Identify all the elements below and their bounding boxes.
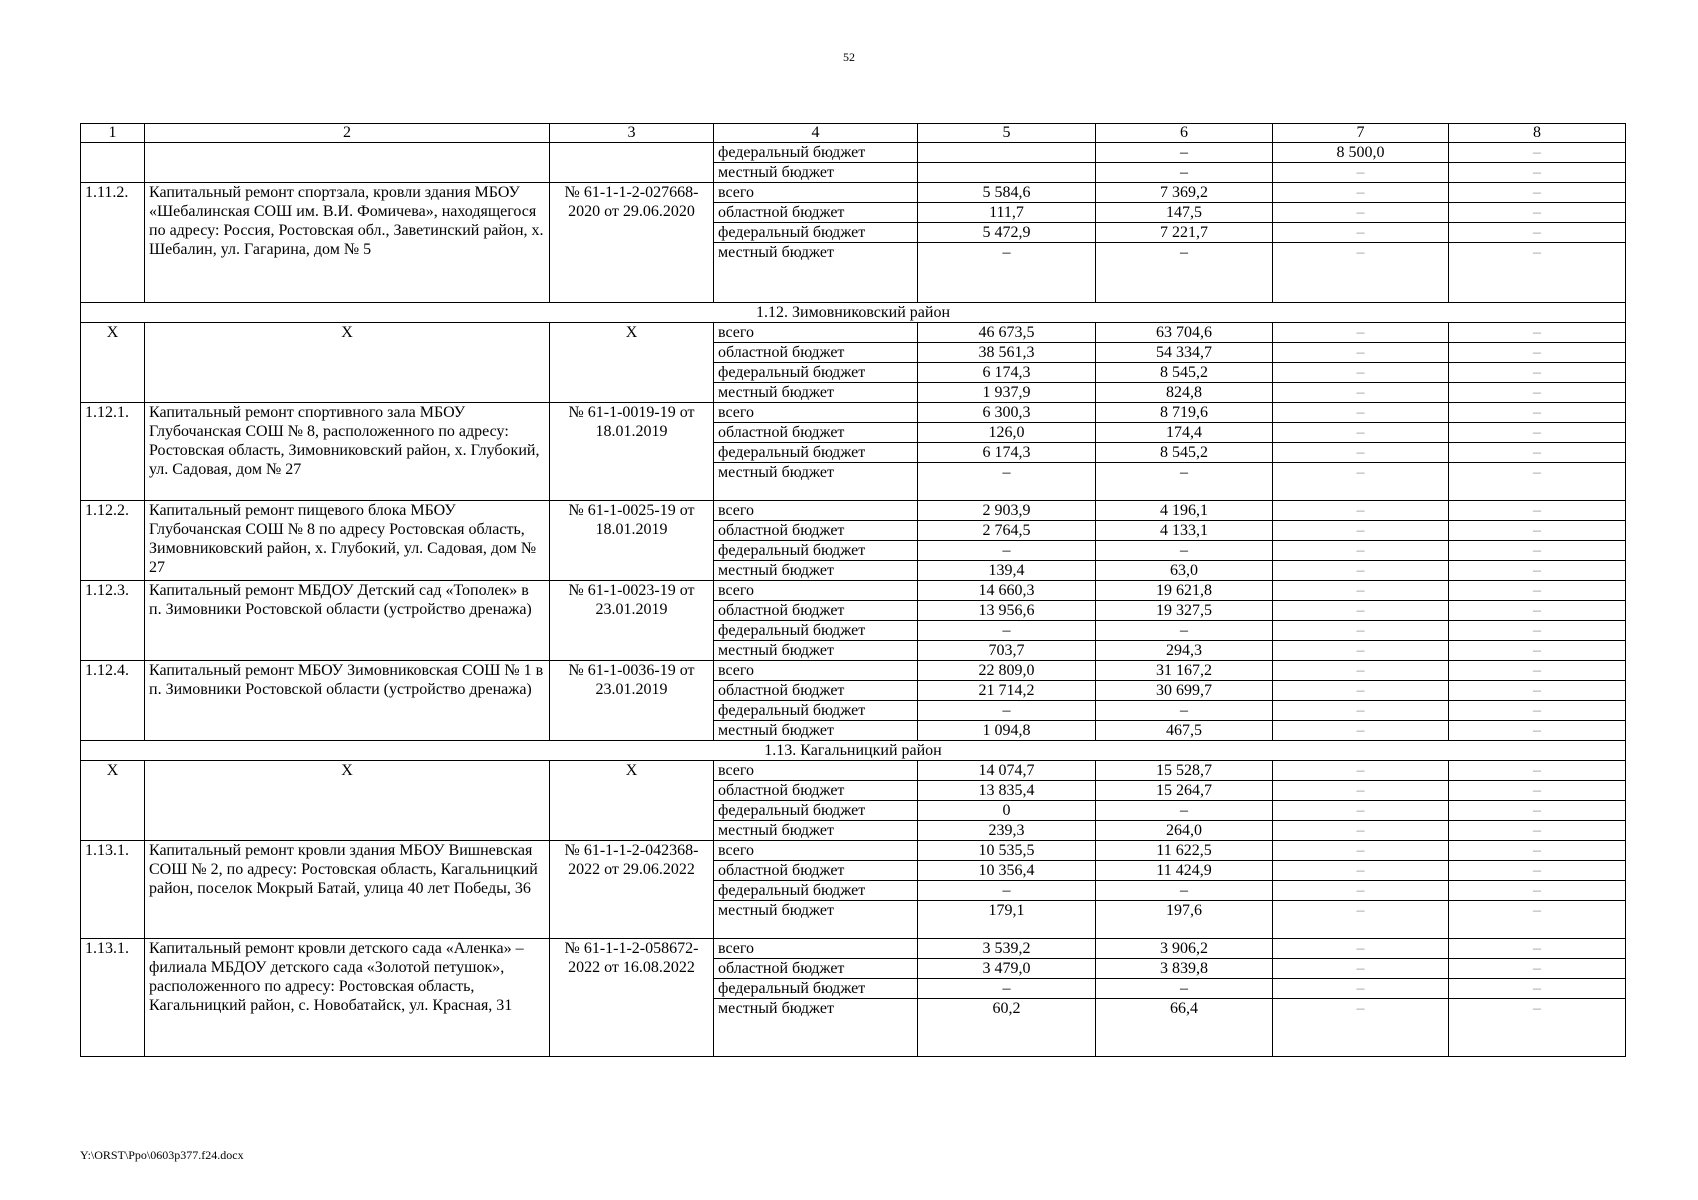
page-number: 52 xyxy=(843,50,855,64)
value-cell: 147,5 xyxy=(1096,203,1273,223)
table-row xyxy=(81,939,1626,959)
x-marker: X xyxy=(81,761,145,841)
budget-label-cell: областной бюджет xyxy=(714,203,918,223)
value-cell: 30 699,7 xyxy=(1096,681,1273,701)
value-cell: 4 196,1 xyxy=(1096,501,1273,521)
value-cell: – xyxy=(918,881,1096,901)
item-document: № 61-1-0036-19 от 23.01.2019 xyxy=(550,661,714,741)
value-cell: 13 956,6 xyxy=(918,601,1096,621)
value-cell: – xyxy=(1449,423,1626,443)
value-cell: – xyxy=(1449,383,1626,403)
footer-file-path: Y:\ORST\Ppo\0603p377.f24.docx xyxy=(80,1148,244,1162)
value-cell: 703,7 xyxy=(918,641,1096,661)
item-document: № 61-1-1-2-027668-2020 от 29.06.2020 xyxy=(550,183,714,303)
value-cell: – xyxy=(1273,881,1449,901)
value-cell: – xyxy=(1449,801,1626,821)
value-cell: 294,3 xyxy=(1096,641,1273,661)
value-cell: – xyxy=(1273,861,1449,881)
value-cell: – xyxy=(1273,243,1449,303)
value-cell: 15 528,7 xyxy=(1096,761,1273,781)
value-cell: 63 704,6 xyxy=(1096,323,1273,343)
value-cell: 38 561,3 xyxy=(918,343,1096,363)
value-cell: 179,1 xyxy=(918,901,1096,939)
value-cell: – xyxy=(1273,183,1449,203)
value-cell: – xyxy=(918,243,1096,303)
value-cell: – xyxy=(1449,841,1626,861)
value-cell: 3 906,2 xyxy=(1096,939,1273,959)
budget-label-cell: федеральный бюджет xyxy=(714,801,918,821)
budget-label-cell: всего xyxy=(714,661,918,681)
budget-label-cell: федеральный бюджет xyxy=(714,979,918,999)
value-cell: – xyxy=(1273,939,1449,959)
value-cell: 197,6 xyxy=(1096,901,1273,939)
value-cell: – xyxy=(1273,959,1449,979)
value-cell: – xyxy=(1096,979,1273,999)
value-cell: – xyxy=(1273,203,1449,223)
budget-label-cell: всего xyxy=(714,939,918,959)
value-cell: 264,0 xyxy=(1096,821,1273,841)
value-cell: 5 472,9 xyxy=(918,223,1096,243)
value-cell: – xyxy=(1449,821,1626,841)
value-cell: – xyxy=(1449,203,1626,223)
table-row xyxy=(81,661,1626,681)
budget-label-cell: федеральный бюджет xyxy=(714,621,918,641)
header-cell: 8 xyxy=(1449,124,1626,143)
value-cell xyxy=(918,163,1096,183)
value-cell: – xyxy=(1273,443,1449,463)
budget-label-cell: всего xyxy=(714,841,918,861)
budget-label-cell: федеральный бюджет xyxy=(714,143,918,163)
budget-label-cell: областной бюджет xyxy=(714,681,918,701)
table-row xyxy=(81,581,1626,601)
budget-label-cell: всего xyxy=(714,403,918,423)
item-description: Капитальный ремонт МБОУ Зимовниковская СОШ № 1 в п. Зимовники Ростовской области (устройство дренажа) xyxy=(145,661,550,741)
value-cell: – xyxy=(1273,363,1449,383)
item-description: Капитальный ремонт кровли детского сада «Аленка» – филиала МБДОУ детского сада «Золотой петушок», расположенного по адресу: Ростовская область, Кагальницкий район, с. Новобатайск, ул. Красная, 31 xyxy=(145,939,550,1057)
value-cell: – xyxy=(1273,621,1449,641)
value-cell: – xyxy=(1449,323,1626,343)
value-cell: – xyxy=(1449,343,1626,363)
budget-label-cell: местный бюджет xyxy=(714,901,918,939)
value-cell: 824,8 xyxy=(1096,383,1273,403)
budget-label-cell: областной бюджет xyxy=(714,861,918,881)
value-cell: – xyxy=(1096,801,1273,821)
item-number: 1.12.2. xyxy=(81,501,145,581)
value-cell: 66,4 xyxy=(1096,999,1273,1057)
table-row xyxy=(81,761,1626,781)
value-cell: 7 369,2 xyxy=(1096,183,1273,203)
value-cell: – xyxy=(1449,521,1626,541)
header-cell: 2 xyxy=(145,124,550,143)
value-cell: – xyxy=(1096,881,1273,901)
value-cell: – xyxy=(1273,781,1449,801)
value-cell: 31 167,2 xyxy=(1096,661,1273,681)
table-row xyxy=(81,841,1626,861)
budget-label-cell: местный бюджет xyxy=(714,383,918,403)
value-cell: – xyxy=(1273,501,1449,521)
header-cell: 6 xyxy=(1096,124,1273,143)
value-cell: 1 937,9 xyxy=(918,383,1096,403)
value-cell: 2 903,9 xyxy=(918,501,1096,521)
table-row xyxy=(81,501,1626,521)
value-cell: – xyxy=(1449,243,1626,303)
value-cell: 10 535,5 xyxy=(918,841,1096,861)
budget-label-cell: областной бюджет xyxy=(714,343,918,363)
value-cell: – xyxy=(1449,561,1626,581)
value-cell: 4 133,1 xyxy=(1096,521,1273,541)
value-cell: – xyxy=(1273,163,1449,183)
value-cell: – xyxy=(1273,701,1449,721)
value-cell: 11 424,9 xyxy=(1096,861,1273,881)
empty-cell xyxy=(550,143,714,183)
value-cell: – xyxy=(1273,541,1449,561)
budget-label-cell: федеральный бюджет xyxy=(714,541,918,561)
value-cell: – xyxy=(1273,403,1449,423)
value-cell: 3 539,2 xyxy=(918,939,1096,959)
value-cell: 11 622,5 xyxy=(1096,841,1273,861)
value-cell: – xyxy=(1273,841,1449,861)
empty-cell xyxy=(145,143,550,183)
item-document: № 61-1-0019-19 от 18.01.2019 xyxy=(550,403,714,501)
value-cell: 3 839,8 xyxy=(1096,959,1273,979)
item-description: Капитальный ремонт пищевого блока МБОУ Глубочанская СОШ № 8 по адресу Ростовская область, Зимовниковский район, х. Глубокий, ул. Садовая, дом № 27 xyxy=(145,501,550,581)
value-cell: 6 174,3 xyxy=(918,443,1096,463)
budget-label-cell: областной бюджет xyxy=(714,781,918,801)
header-cell: 1 xyxy=(81,124,145,143)
value-cell: – xyxy=(1449,959,1626,979)
budget-label-cell: местный бюджет xyxy=(714,463,918,501)
value-cell: – xyxy=(1449,661,1626,681)
value-cell: – xyxy=(918,463,1096,501)
item-number: 1.12.1. xyxy=(81,403,145,501)
x-marker: X xyxy=(145,761,550,841)
value-cell: – xyxy=(1273,223,1449,243)
value-cell: – xyxy=(1449,861,1626,881)
table-row xyxy=(81,183,1626,203)
header-cell: 3 xyxy=(550,124,714,143)
value-cell: 5 584,6 xyxy=(918,183,1096,203)
value-cell: – xyxy=(1449,363,1626,383)
value-cell: – xyxy=(1273,901,1449,939)
value-cell: – xyxy=(1449,403,1626,423)
value-cell: 54 334,7 xyxy=(1096,343,1273,363)
value-cell: – xyxy=(1273,641,1449,661)
value-cell: – xyxy=(1273,521,1449,541)
value-cell: – xyxy=(1449,781,1626,801)
budget-label-cell: федеральный бюджет xyxy=(714,443,918,463)
value-cell: – xyxy=(1096,243,1273,303)
value-cell: – xyxy=(1273,681,1449,701)
value-cell: – xyxy=(1449,143,1626,163)
value-cell: – xyxy=(1273,801,1449,821)
value-cell: – xyxy=(1096,701,1273,721)
budget-label-cell: федеральный бюджет xyxy=(714,223,918,243)
x-marker: X xyxy=(550,323,714,403)
value-cell: 14 074,7 xyxy=(918,761,1096,781)
value-cell: – xyxy=(1096,541,1273,561)
value-cell: 8 500,0 xyxy=(1273,143,1449,163)
value-cell: 22 809,0 xyxy=(918,661,1096,681)
budget-label-cell: всего xyxy=(714,183,918,203)
value-cell: 174,4 xyxy=(1096,423,1273,443)
x-marker: X xyxy=(145,323,550,403)
section-title-row xyxy=(81,303,1626,323)
value-cell: – xyxy=(1449,999,1626,1057)
budget-label-cell: областной бюджет xyxy=(714,521,918,541)
value-cell: – xyxy=(1449,601,1626,621)
value-cell: 63,0 xyxy=(1096,561,1273,581)
value-cell: – xyxy=(1449,979,1626,999)
value-cell: 19 327,5 xyxy=(1096,601,1273,621)
item-document: № 61-1-1-2-058672-2022 от 16.08.2022 xyxy=(550,939,714,1057)
budget-label-cell: областной бюджет xyxy=(714,423,918,443)
value-cell: 111,7 xyxy=(918,203,1096,223)
value-cell: – xyxy=(918,701,1096,721)
value-cell: 467,5 xyxy=(1096,721,1273,741)
value-cell: – xyxy=(1449,163,1626,183)
value-cell: 2 764,5 xyxy=(918,521,1096,541)
value-cell: – xyxy=(1273,463,1449,501)
value-cell: – xyxy=(1273,661,1449,681)
value-cell: – xyxy=(1449,581,1626,601)
empty-cell xyxy=(81,143,145,183)
budget-label-cell: федеральный бюджет xyxy=(714,701,918,721)
value-cell: – xyxy=(918,621,1096,641)
value-cell: 10 356,4 xyxy=(918,861,1096,881)
budget-label-cell: областной бюджет xyxy=(714,959,918,979)
value-cell: – xyxy=(1273,323,1449,343)
budget-label-cell: местный бюджет xyxy=(714,721,918,741)
value-cell: – xyxy=(1273,423,1449,443)
value-cell: – xyxy=(1449,721,1626,741)
value-cell: – xyxy=(1273,383,1449,403)
value-cell: 8 545,2 xyxy=(1096,443,1273,463)
value-cell: – xyxy=(918,979,1096,999)
value-cell: – xyxy=(1449,901,1626,939)
value-cell: – xyxy=(1096,163,1273,183)
value-cell: – xyxy=(1273,999,1449,1057)
budget-label-cell: всего xyxy=(714,581,918,601)
value-cell: – xyxy=(1449,701,1626,721)
value-cell: – xyxy=(1449,939,1626,959)
value-cell: 19 621,8 xyxy=(1096,581,1273,601)
value-cell: 14 660,3 xyxy=(918,581,1096,601)
item-number: 1.12.3. xyxy=(81,581,145,661)
header-row xyxy=(81,124,1626,143)
value-cell: – xyxy=(1449,621,1626,641)
value-cell: – xyxy=(1273,561,1449,581)
budget-label-cell: всего xyxy=(714,761,918,781)
budget-label-cell: местный бюджет xyxy=(714,163,918,183)
table-row xyxy=(81,143,1626,163)
value-cell: – xyxy=(1449,681,1626,701)
table-row xyxy=(81,403,1626,423)
budget-label-cell: местный бюджет xyxy=(714,641,918,661)
value-cell: 3 479,0 xyxy=(918,959,1096,979)
budget-label-cell: федеральный бюджет xyxy=(714,363,918,383)
value-cell xyxy=(918,143,1096,163)
value-cell: 6 300,3 xyxy=(918,403,1096,423)
value-cell: – xyxy=(1449,223,1626,243)
value-cell: 21 714,2 xyxy=(918,681,1096,701)
budget-label-cell: местный бюджет xyxy=(714,561,918,581)
value-cell: – xyxy=(1449,761,1626,781)
value-cell: 126,0 xyxy=(918,423,1096,443)
item-number: 1.11.2. xyxy=(81,183,145,303)
item-document: № 61-1-1-2-042368-2022 от 29.06.2022 xyxy=(550,841,714,939)
header-cell: 4 xyxy=(714,124,918,143)
value-cell: – xyxy=(1273,761,1449,781)
budget-label-cell: федеральный бюджет xyxy=(714,881,918,901)
value-cell: 8 719,6 xyxy=(1096,403,1273,423)
budget-label-cell: всего xyxy=(714,323,918,343)
value-cell: – xyxy=(1273,343,1449,363)
value-cell: 239,3 xyxy=(918,821,1096,841)
item-description: Капитальный ремонт МБДОУ Детский сад «Тополек» в п. Зимовники Ростовской области (устройство дренажа) xyxy=(145,581,550,661)
value-cell: 139,4 xyxy=(918,561,1096,581)
value-cell: 15 264,7 xyxy=(1096,781,1273,801)
value-cell: – xyxy=(1096,621,1273,641)
x-marker: X xyxy=(81,323,145,403)
item-number: 1.13.1. xyxy=(81,939,145,1057)
value-cell: 7 221,7 xyxy=(1096,223,1273,243)
budget-label-cell: местный бюджет xyxy=(714,821,918,841)
item-document: № 61-1-0023-19 от 23.01.2019 xyxy=(550,581,714,661)
section-title: 1.12. Зимовниковский район xyxy=(81,303,1626,323)
item-description: Капитальный ремонт спортзала, кровли здания МБОУ «Шебалинская СОШ им. В.И. Фомичева», находящегося по адресу: Россия, Ростовская обл., Заветинский район, х. Шебалин, ул. Гагарина, дом № 5 xyxy=(145,183,550,303)
value-cell: 6 174,3 xyxy=(918,363,1096,383)
item-document: № 61-1-0025-19 от 18.01.2019 xyxy=(550,501,714,581)
value-cell: – xyxy=(918,541,1096,561)
value-cell: 8 545,2 xyxy=(1096,363,1273,383)
value-cell: – xyxy=(1273,581,1449,601)
header-cell: 7 xyxy=(1273,124,1449,143)
value-cell: – xyxy=(1273,601,1449,621)
value-cell: – xyxy=(1449,443,1626,463)
value-cell: 60,2 xyxy=(918,999,1096,1057)
header-cell: 5 xyxy=(918,124,1096,143)
value-cell: – xyxy=(1273,721,1449,741)
value-cell: 1 094,8 xyxy=(918,721,1096,741)
table-row xyxy=(81,323,1626,343)
value-cell: 0 xyxy=(918,801,1096,821)
item-number: 1.13.1. xyxy=(81,841,145,939)
section-title-row xyxy=(81,741,1626,761)
value-cell: – xyxy=(1449,641,1626,661)
item-number: 1.12.4. xyxy=(81,661,145,741)
x-marker: X xyxy=(550,761,714,841)
value-cell: 46 673,5 xyxy=(918,323,1096,343)
item-description: Капитальный ремонт спортивного зала МБОУ Глубочанская СОШ № 8, расположенного по адресу: Ростовская область, Зимовниковский район, х. Глубокий, ул. Садовая, дом № 27 xyxy=(145,403,550,501)
value-cell: – xyxy=(1449,183,1626,203)
budget-label-cell: областной бюджет xyxy=(714,601,918,621)
section-title: 1.13. Кагальницкий район xyxy=(81,741,1626,761)
value-cell: – xyxy=(1449,881,1626,901)
value-cell: – xyxy=(1096,143,1273,163)
value-cell: 13 835,4 xyxy=(918,781,1096,801)
value-cell: – xyxy=(1273,979,1449,999)
budget-label-cell: местный бюджет xyxy=(714,999,918,1057)
value-cell: – xyxy=(1273,821,1449,841)
budget-table xyxy=(80,123,1626,1057)
value-cell: – xyxy=(1449,501,1626,521)
value-cell: – xyxy=(1449,463,1626,501)
budget-label-cell: местный бюджет xyxy=(714,243,918,303)
value-cell: – xyxy=(1449,541,1626,561)
item-description: Капитальный ремонт кровли здания МБОУ Вишневская СОШ № 2, по адресу: Ростовская область, Кагальницкий район, поселок Мокрый Батай, улица 40 лет Победы, 36 xyxy=(145,841,550,939)
value-cell: – xyxy=(1096,463,1273,501)
budget-label-cell: всего xyxy=(714,501,918,521)
